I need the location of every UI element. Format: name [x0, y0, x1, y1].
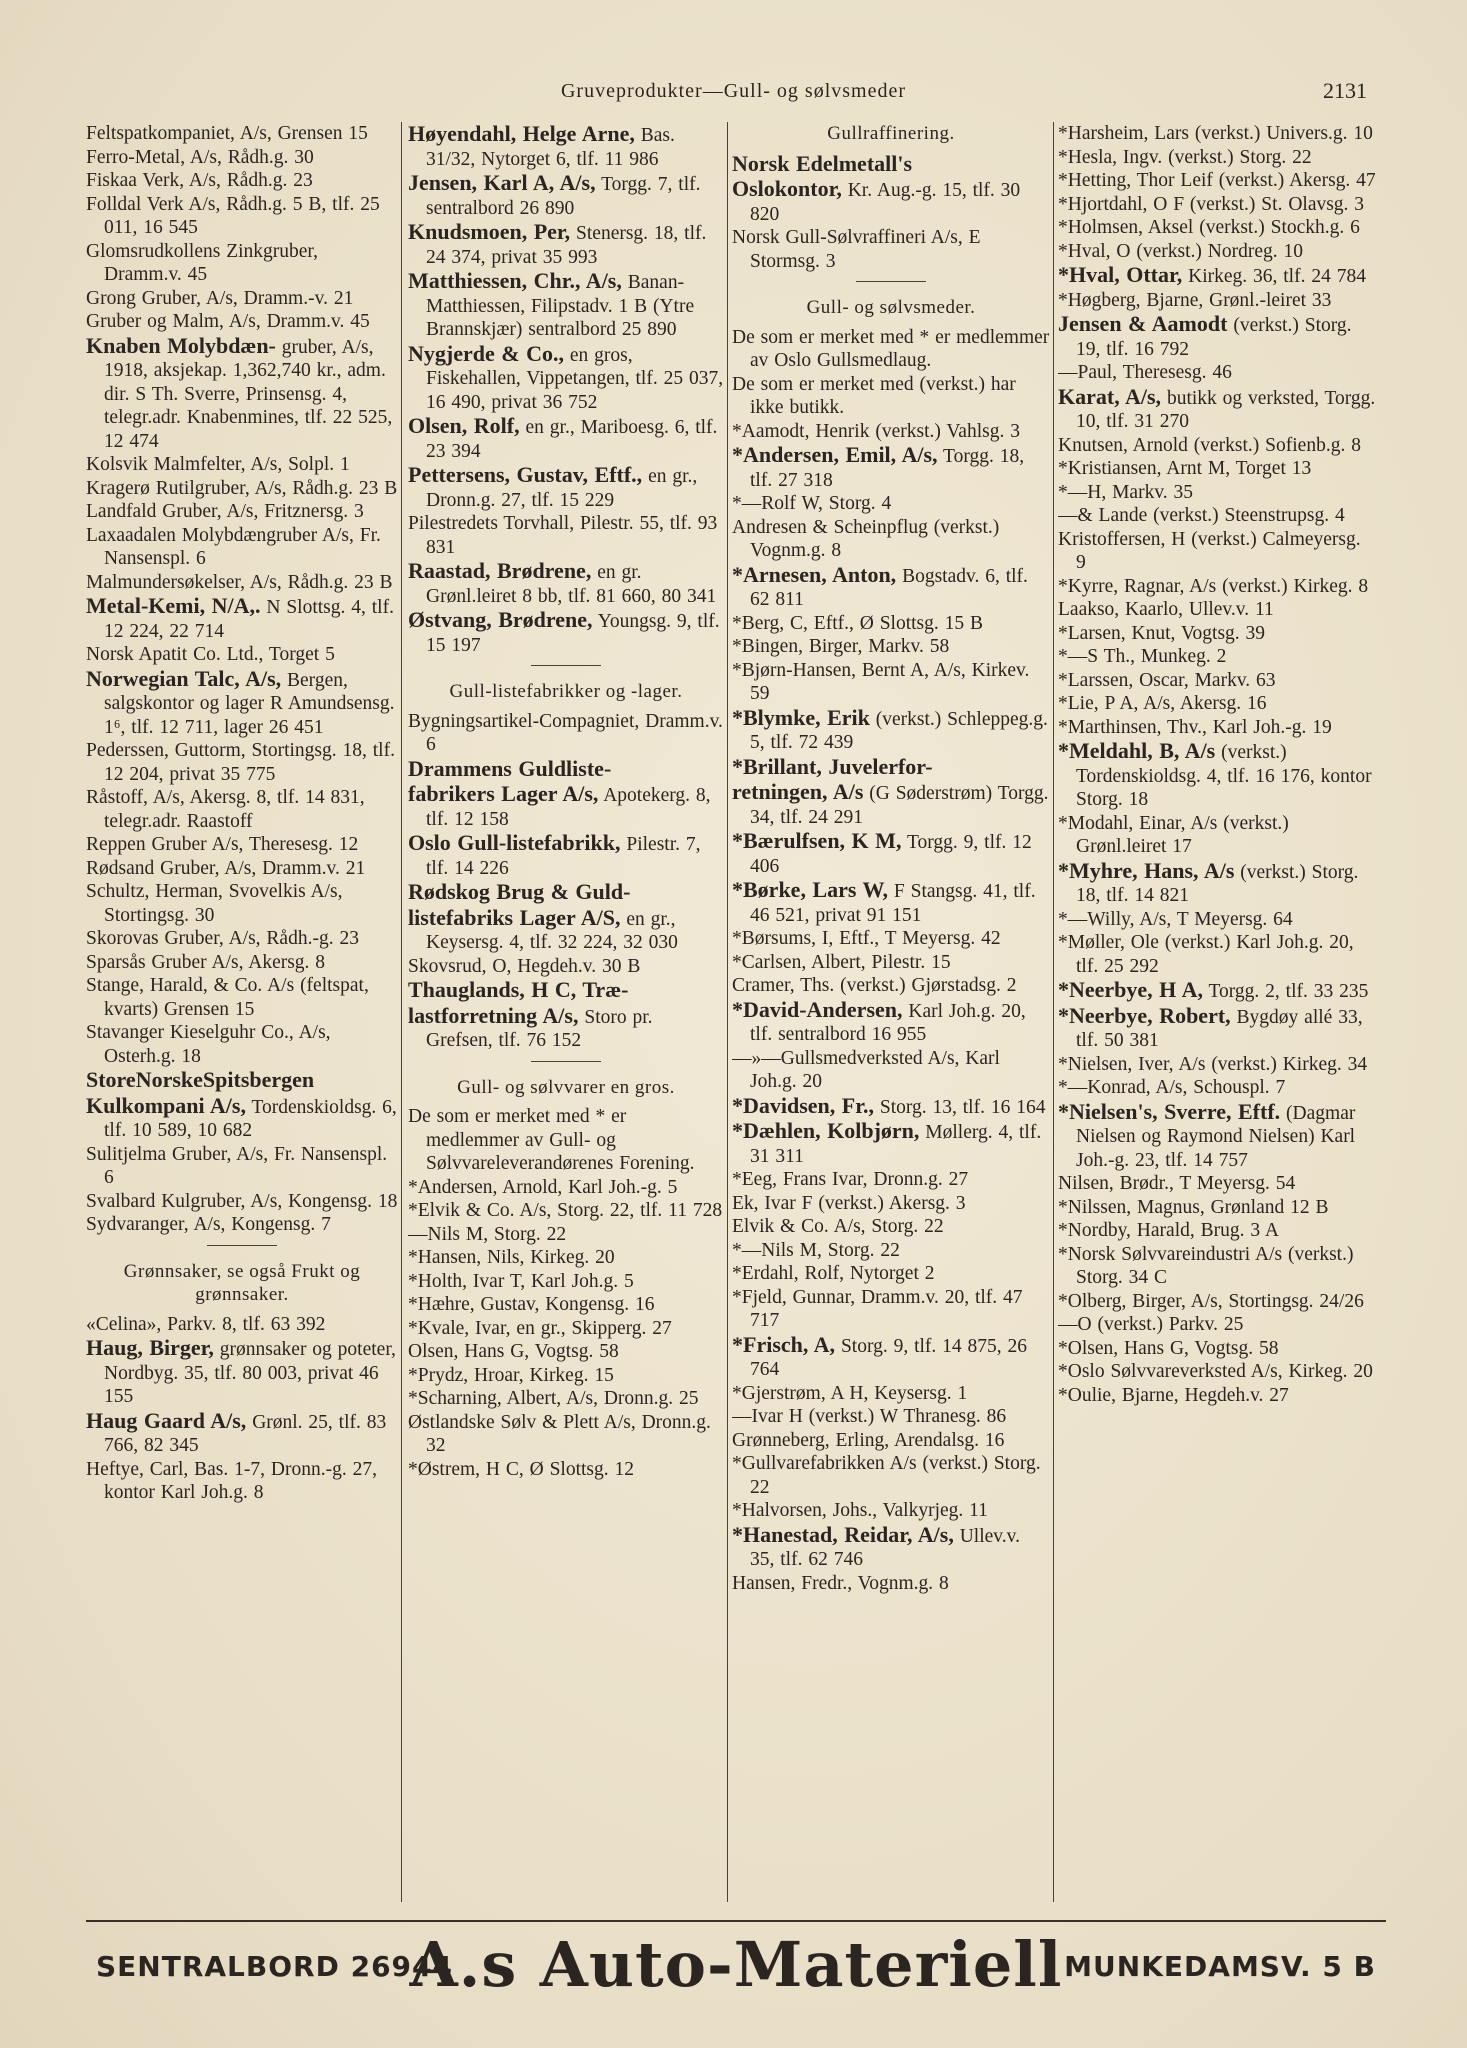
directory-entry [732, 443, 1050, 492]
directory-columns [86, 122, 1386, 1902]
entry-details: Pilestr. 7, tlf. 14 226 [426, 834, 701, 879]
entry-name: Raastad, Brødrene, [408, 558, 592, 583]
entry-name: Norwegian Talc, A/s, [86, 665, 282, 691]
entry-details: Møllerg. 4, tlf. 31 311 [750, 1122, 1042, 1167]
directory-entry [408, 608, 724, 657]
column-4 [1058, 122, 1376, 1902]
directory-entry: *Holmsen, Aksel (verkst.) Stockh.g. 6 [1058, 217, 1360, 238]
directory-entry: *Kvale, Ivar, en gr., Skipperg. 27 [408, 1317, 672, 1339]
directory-entry: *Nordby, Harald, Brug. 3 A [1058, 1220, 1279, 1241]
entry-name: *Hval, Ottar, [1058, 262, 1183, 287]
directory-entry: *Carlsen, Albert, Pilestr. 15 [732, 951, 951, 973]
directory-entry: Cramer, Ths. (verkst.) Gjørstadsg. 2 [732, 975, 1017, 996]
ad-phone: SENTRALBORD 26944 [96, 1950, 454, 1983]
directory-entry: Olsen, Hans G, Vogtsg. 58 [408, 1341, 619, 1362]
entry-name: StoreNorskeSpitsbergen [86, 1067, 315, 1092]
directory-entry: *Norsk Sølvvareindustri A/s (verkst.) Storg. 34 C [1058, 1243, 1354, 1288]
column-divider [1053, 122, 1054, 1902]
entry-name: Karat, A/s, [1058, 383, 1162, 409]
ad-company-name: A.s Auto-Materiell [409, 1928, 1063, 2001]
entry-name: Haug, Birger, [86, 1335, 214, 1360]
directory-entry: Stange, Harald, & Co. A/s (feltspat, kvarts) Grensen 15 [86, 975, 369, 1020]
directory-entry [1058, 1100, 1376, 1173]
directory-entry: Råstoff, A/s, Akersg. 8, tlf. 14 831, telegr.adr. Raastoff [86, 787, 365, 832]
directory-entry: *—Konrad, A/s, Schouspl. 7 [1058, 1077, 1286, 1098]
directory-entry: *—H, Markv. 35 [1058, 481, 1194, 503]
entry-details: Bygdøy allé 33, tlf. 50 381 [1076, 1006, 1363, 1051]
entry-details: Stenersg. 18, tlf. 24 374, privat 35 993 [426, 223, 707, 268]
entry-details: (verkst.) Storg. 19, tlf. 16 792 [1076, 315, 1352, 360]
entry-details: Kr. Aug.-g. 15, tlf. 30 820 [750, 180, 1021, 225]
directory-entry [408, 414, 724, 463]
section-heading: Gull- og sølvvarer en gros. [457, 1076, 675, 1098]
directory-entry: Gruber og Malm, A/s, Dramm.v. 45 [86, 311, 370, 332]
section-separator [531, 1061, 601, 1062]
entry-name: Oslo Gull-listefabrikk, [408, 830, 621, 855]
entry-name: *Neerbye, Robert, [1058, 1002, 1231, 1028]
entry-details: (verkst.) Tordenskioldsg. 4, tlf. 16 176, kontor Storg. 18 [1076, 742, 1372, 810]
entry-name: *David-Andersen, [732, 996, 903, 1022]
directory-entry: *Halvorsen, Johs., Valkyrjeg. 11 [732, 1500, 988, 1521]
directory-entry [408, 1004, 724, 1053]
directory-entry: *Scharning, Albert, A/s, Dronn.g. 25 [408, 1388, 699, 1409]
section-separator [531, 665, 601, 666]
entry-details: Storg. 9, tlf. 14 875, 26 764 [750, 1335, 1028, 1380]
directory-entry: —Ivar H (verkst.) W Thranesg. 86 [732, 1406, 1007, 1427]
entry-details: grønnsaker og poteter, Nordbyg. 35, tlf. 80 003, privat 46 155 [104, 1339, 396, 1407]
directory-entry [732, 1333, 1050, 1382]
entry-details: Torgg. 9, tlf. 12 406 [750, 832, 1032, 877]
directory-entry [1058, 978, 1376, 1004]
directory-entry: *Kristiansen, Arnt M, Torget 13 [1058, 458, 1312, 479]
entry-name: *Davidsen, Fr., [732, 1092, 874, 1118]
directory-entry [408, 757, 724, 783]
entry-name: Olsen, Rolf, [408, 413, 520, 438]
directory-entry: Nilsen, Brødr., T Meyersg. 54 [1058, 1173, 1296, 1194]
directory-entry [1058, 263, 1376, 289]
directory-entry: *Gullvarefabrikken A/s (verkst.) Storg. 22 [732, 1453, 1041, 1498]
directory-entry: Norsk Apatit Co. Ltd., Torget 5 [86, 644, 335, 665]
directory-entry [408, 782, 724, 831]
entry-name: *Myhre, Hans, A/s [1058, 857, 1235, 883]
directory-entry [408, 220, 724, 269]
entry-details: en gr. Grønl.leiret 8 bb, tlf. 81 660, 80 341 [426, 562, 717, 607]
entry-name: Kulkompani A/s, [86, 1092, 246, 1118]
directory-entry [732, 1119, 1050, 1168]
entry-details: gruber, A/s, 1918, aksjekap. 1,362,740 kr., adm. dir. S Th. Sverre, Prinsensg. 4, telegr.adr. Knabenmines, tlf. 22 525, 12 474 [104, 336, 393, 452]
directory-entry: Schultz, Herman, Svovelkis A/s, Stortingsg. 30 [86, 881, 343, 926]
directory-entry [408, 559, 724, 608]
entry-details: Torgg. 2, tlf. 33 235 [1202, 981, 1369, 1002]
directory-entry: *Hæhre, Gustav, Kongensg. 16 [408, 1294, 655, 1315]
directory-entry [1058, 1004, 1376, 1053]
entry-name: *Andersen, Emil, A/s, [732, 442, 938, 467]
directory-entry: *Oulie, Bjarne, Hegdeh.v. 27 [1058, 1384, 1289, 1406]
entry-details: Grønl. 25, tlf. 83 766, 82 345 [104, 1411, 387, 1456]
entry-details: Torgg. 7, tlf. sentralbord 26 890 [426, 174, 701, 219]
directory-entry: Kragerø Rutilgruber, A/s, Rådh.g. 23 B [86, 477, 398, 499]
directory-entry: *Nilssen, Magnus, Grønland 12 B [1058, 1196, 1329, 1218]
directory-entry: Elvik & Co. A/s, Storg. 22 [732, 1216, 944, 1237]
directory-entry: —Paul, Theresesg. 46 [1058, 362, 1232, 383]
directory-entry: Skorovas Gruber, A/s, Rådh.-g. 23 [86, 928, 359, 949]
column-1 [86, 122, 398, 1902]
directory-entry [86, 1336, 398, 1409]
entry-name: Jensen, Karl A, A/s, [408, 170, 596, 195]
entry-details: Bergen, salgskontor og lager R Amundsensg. 1⁶, tlf. 12 711, lager 26 451 [104, 669, 395, 738]
entry-name: Pettersens, Gustav, Eftf., [408, 462, 643, 487]
entry-name: *Frisch, A, [732, 1331, 836, 1357]
directory-entry: *Prydz, Hroar, Kirkeg. 15 [408, 1364, 614, 1386]
directory-entry: Knutsen, Arnold (verkst.) Sofienb.g. 8 [1058, 434, 1361, 456]
directory-entry: «Celina», Parkv. 8, tlf. 63 392 [86, 1313, 326, 1335]
column-3 [732, 122, 1050, 1902]
entry-details: en gr., Dronn.g. 27, tlf. 15 229 [426, 466, 698, 511]
entry-details: butikk og verksted, Torgg. 10, tlf. 31 270 [1076, 387, 1376, 432]
entry-name: Nygjerde & Co., [408, 340, 564, 366]
entry-name: Knaben Molybdæn- [86, 332, 276, 358]
directory-entry [86, 1094, 398, 1143]
directory-entry: *Berg, C, Eftf., Ø Slottsg. 15 B [732, 612, 984, 634]
entry-name: retningen, A/s [732, 779, 864, 804]
directory-entry: Rødsand Gruber, A/s, Dramm.v. 21 [86, 857, 366, 879]
directory-entry [86, 334, 398, 454]
ad-address: MUNKEDAMSV. 5 B [1064, 1950, 1376, 1983]
entry-name: *Hanestad, Reidar, A/s, [732, 1521, 954, 1547]
directory-entry: Grong Gruber, A/s, Dramm.-v. 21 [86, 287, 354, 309]
directory-entry: *Hjortdahl, O F (verkst.) St. Olavsg. 3 [1058, 193, 1365, 215]
entry-details: Kirkeg. 36, tlf. 24 784 [1182, 266, 1366, 287]
directory-entry [408, 463, 724, 512]
directory-entry: Stavanger Kieselguhr Co., A/s, Osterh.g. 18 [86, 1022, 331, 1067]
entry-name: Jensen & Aamodt [1058, 311, 1228, 336]
directory-entry [732, 706, 1050, 755]
directory-entry: Svalbard Kulgruber, A/s, Kongensg. 18 [86, 1190, 398, 1212]
section-heading: Gull- og sølvsmeder. [806, 297, 976, 318]
directory-entry: *Gjerstrøm, A H, Keysersg. 1 [732, 1382, 968, 1404]
directory-entry [408, 831, 724, 880]
directory-entry: *Aamodt, Henrik (verkst.) Vahlsg. 3 [732, 420, 1020, 442]
directory-entry [1058, 739, 1376, 812]
directory-entry: *Hansen, Nils, Kirkeg. 20 [408, 1247, 615, 1268]
directory-entry: Fiskaa Verk, A/s, Rådh.g. 23 [86, 170, 313, 191]
entry-details: F Stangsg. 41, tlf. 46 521, privat 91 151 [750, 881, 1036, 926]
directory-entry: Reppen Gruber A/s, Theresesg. 12 [86, 834, 359, 855]
entry-details: Storg. 13, tlf. 16 164 [873, 1096, 1046, 1118]
directory-entry: —»—Gullsmedverksted A/s, Karl Joh.g. 20 [732, 1047, 1000, 1092]
page-title: Gruveprodukter—Gull- og sølvsmeder [560, 80, 907, 102]
column-divider [727, 122, 728, 1902]
entry-name: *Nielsen's, Sverre, Eftf. [1058, 1098, 1281, 1124]
directory-entry: —Nils M, Storg. 22 [408, 1223, 567, 1245]
directory-entry: Glomsrudkollens Zinkgruber, Dramm.v. 45 [86, 240, 319, 285]
directory-entry: Sulitjelma Gruber, A/s, Fr. Nansenspl. 6 [86, 1143, 388, 1188]
directory-entry [732, 780, 1050, 829]
entry-name: *Arnesen, Anton, [732, 561, 897, 587]
directory-entry: *Fjeld, Gunnar, Dramm.v. 20, tlf. 47 717 [732, 1286, 1023, 1331]
directory-entry: De som er merket med (verkst.) har ikke butikk. [732, 373, 1016, 418]
directory-entry: *—Rolf W, Storg. 4 [732, 493, 892, 514]
directory-entry: Ferro-Metal, A/s, Rådh.g. 30 [86, 146, 314, 168]
entry-details: Bas. 31/32, Nytorget 6, tlf. 11 986 [426, 125, 675, 170]
directory-entry [408, 906, 724, 955]
entry-name: Knudsmoen, Per, [408, 219, 571, 244]
directory-entry [86, 1068, 398, 1094]
entry-name: *Brillant, Juvelerfor- [732, 753, 933, 779]
entry-name: *Blymke, Erik [732, 704, 870, 730]
directory-entry: *Eeg, Frans Ivar, Dronn.g. 27 [732, 1169, 969, 1190]
directory-entry [408, 171, 724, 220]
entry-name: *Dæhlen, Kolbjørn, [732, 1118, 920, 1143]
directory-entry: Malmundersøkelser, A/s, Rådh.g. 23 B [86, 571, 393, 593]
directory-entry [86, 594, 398, 643]
directory-entry: Kolsvik Malmfelter, A/s, Solpl. 1 [86, 454, 350, 475]
directory-entry: *Børsums, I, Eftf., T Meyersg. 42 [732, 928, 1001, 949]
entry-details: Youngsg. 9, tlf. 15 197 [426, 611, 720, 656]
directory-entry: —O (verkst.) Parkv. 25 [1058, 1314, 1244, 1335]
directory-entry: Feltspatkompaniet, A/s, Grensen 15 [86, 123, 368, 144]
directory-entry: Østlandske Sølv & Plett A/s, Dronn.g. 32 [408, 1411, 711, 1456]
directory-entry: Landfald Gruber, A/s, Fritznersg. 3 [86, 501, 364, 522]
entry-name: Norsk Edelmetall's [732, 150, 913, 176]
directory-entry: Grønneberg, Erling, Arendalsg. 16 [732, 1429, 1005, 1451]
entry-name: Høyendahl, Helge Arne, [408, 122, 635, 146]
directory-entry: *Hesla, Ingv. (verkst.) Storg. 22 [1058, 146, 1312, 168]
entry-details: Tordenskioldsg. 6, tlf. 10 589, 10 682 [104, 1096, 397, 1141]
directory-entry [732, 878, 1050, 927]
entry-name: *Meldahl, B, A/s [1058, 738, 1216, 763]
directory-entry: Hansen, Fredr., Vognm.g. 8 [732, 1572, 949, 1594]
entry-name: *Børke, Lars W, [732, 877, 889, 902]
section-heading: Grønnsaker, se også Frukt og grønnsaker. [123, 1260, 361, 1305]
entry-details: (Dagmar Nielsen og Raymond Nielsen) Karl Joh.-g. 23, tlf. 14 757 [1076, 1102, 1356, 1171]
directory-entry: —& Lande (verkst.) Steenstrupsg. 4 [1058, 505, 1345, 526]
directory-entry: Sydvaranger, A/s, Kongensg. 7 [86, 1214, 331, 1235]
directory-entry [1058, 312, 1376, 361]
directory-entry: Bygningsartikel-Compagniet, Dramm.v. 6 [408, 710, 723, 755]
directory-entry: *Hetting, Thor Leif (verkst.) Akersg. 47 [1058, 170, 1376, 191]
entry-details: Karl Joh.g. 20, tlf. sentralbord 16 955 [750, 1000, 1026, 1045]
directory-entry [732, 152, 1050, 178]
directory-entry: Sparsås Gruber A/s, Akersg. 8 [86, 951, 326, 973]
directory-entry: *Marthinsen, Thv., Karl Joh.-g. 19 [1058, 716, 1332, 738]
entry-details: Storo pr. Grefsen, tlf. 76 152 [426, 1006, 653, 1051]
directory-entry: Pederssen, Guttorm, Stortingsg. 18, tlf. 12 204, privat 35 775 [86, 740, 395, 785]
entry-name: listefabriks Lager A/S, [408, 904, 621, 930]
directory-entry: *Modahl, Einar, A/s (verkst.) Grønl.leiret 17 [1058, 812, 1289, 857]
entry-details: en gr., Mariboesg. 6, tlf. 23 394 [426, 417, 718, 462]
directory-entry: *Harsheim, Lars (verkst.) Univers.g. 10 [1058, 123, 1373, 144]
directory-entry: De som er merket med * er medlemmer av Oslo Gullsmedlaug. [732, 326, 1050, 371]
directory-entry: *Erdahl, Rolf, Nytorget 2 [732, 1263, 935, 1284]
directory-entry: *—S Th., Munkeg. 2 [1058, 646, 1227, 667]
directory-entry [1058, 859, 1376, 908]
entry-details: Ullev.v. 35, tlf. 62 746 [750, 1525, 1020, 1570]
column-2 [408, 122, 724, 1902]
directory-entry [732, 563, 1050, 612]
entry-details: en gros, Fiskehallen, Vippetangen, tlf. 25 037, 16 490, privat 36 752 [426, 344, 724, 413]
directory-entry: *—Willy, A/s, T Meyersg. 64 [1058, 908, 1293, 930]
entry-name: fabrikers Lager A/s, [408, 781, 599, 806]
directory-entry [408, 122, 724, 171]
section-heading: Gullraffinering. [827, 123, 955, 144]
entry-name: Rødskog Brug & Guld- [408, 879, 631, 904]
directory-entry [1058, 385, 1376, 434]
directory-entry: *Andersen, Arnold, Karl Joh.-g. 5 [408, 1176, 678, 1198]
directory-entry: *Møller, Ole (verkst.) Karl Joh.g. 20, tlf. 25 292 [1058, 932, 1354, 977]
directory-entry: *—Nils M, Storg. 22 [732, 1239, 900, 1261]
directory-entry: *Østrem, H C, Ø Slottsg. 12 [408, 1458, 635, 1480]
entry-details: (verkst.) Schleppeg.g. 5, tlf. 72 439 [750, 708, 1048, 753]
directory-entry [732, 1094, 1050, 1120]
advertisement-banner [86, 1920, 1386, 2001]
entry-name: Drammens Guldliste- [408, 755, 612, 781]
entry-name: Haug Gaard A/s, [86, 1407, 247, 1433]
directory-entry: *Bjørn-Hansen, Bernt A, A/s, Kirkev. 59 [732, 659, 1030, 704]
entry-name: Østvang, Brødrene, [408, 607, 593, 632]
directory-entry: *Holth, Ivar T, Karl Joh.g. 5 [408, 1270, 634, 1292]
directory-entry [408, 978, 724, 1004]
directory-entry [86, 1409, 398, 1458]
directory-entry [732, 755, 1050, 781]
page-number: 2131 [1323, 78, 1367, 103]
directory-entry: *Kyrre, Ragnar, A/s (verkst.) Kirkeg. 8 [1058, 575, 1369, 597]
directory-entry [86, 667, 398, 740]
directory-entry: Skovsrud, O, Hegdeh.v. 30 B [408, 955, 641, 977]
directory-entry: *Elvik & Co. A/s, Storg. 22, tlf. 11 728 [408, 1200, 723, 1221]
directory-entry: Heftye, Carl, Bas. 1-7, Dronn.-g. 27, kontor Karl Joh.g. 8 [86, 1458, 377, 1503]
directory-entry: *Oslo Sølvvareverksted A/s, Kirkeg. 20 [1058, 1361, 1373, 1382]
entry-name: lastforretning A/s, [408, 1002, 579, 1028]
directory-entry [732, 998, 1050, 1047]
entry-details: Bogstadv. 6, tlf. 62 811 [750, 565, 1028, 610]
directory-entry [732, 1523, 1050, 1572]
entry-name: Matthiessen, Chr., A/s, [408, 268, 622, 293]
directory-entry: *Hval, O (verkst.) Nordreg. 10 [1058, 240, 1303, 262]
directory-entry: Andresen & Scheinpflug (verkst.) Vognm.g. 8 [732, 516, 1000, 561]
column-divider [401, 122, 402, 1902]
entry-name: Oslokontor, [732, 176, 842, 201]
directory-entry: *Nielsen, Iver, A/s (verkst.) Kirkeg. 34 [1058, 1053, 1368, 1075]
directory-entry: Laxaadalen Molybdængruber A/s, Fr. Nansenspl. 6 [86, 524, 381, 569]
entry-details: Banan-Matthiessen, Filipstadv. 1 B (Ytre Brannskjær) sentralbord 25 890 [426, 272, 695, 340]
entry-details: Apotekerg. 8, tlf. 12 158 [426, 785, 711, 830]
directory-entry [408, 880, 724, 906]
entry-details: en gr., Keysersg. 4, tlf. 32 224, 32 030 [426, 908, 678, 953]
section-separator [856, 281, 926, 282]
directory-entry: *Lie, P A, A/s, Akersg. 16 [1058, 693, 1267, 714]
entry-details: Torgg. 18, tlf. 27 318 [750, 446, 1025, 491]
directory-entry [732, 177, 1050, 226]
entry-name: *Neerbye, H A, [1058, 977, 1203, 1002]
entry-details: N Slottsg. 4, tlf. 12 224, 22 714 [104, 597, 394, 642]
page-header [0, 78, 1467, 108]
directory-entry: Laakso, Kaarlo, Ullev.v. 11 [1058, 599, 1274, 620]
directory-entry: *Olsen, Hans G, Vogtsg. 58 [1058, 1337, 1279, 1359]
entry-details: (G Søderstrøm) Torgg. 34, tlf. 24 291 [750, 783, 1049, 828]
entry-details: (verkst.) Storg. 18, tlf. 14 821 [1076, 861, 1359, 906]
directory-entry: Pilestredets Torvhall, Pilestr. 55, tlf. 93 831 [408, 513, 718, 558]
directory-entry: Ek, Ivar F (verkst.) Akersg. 3 [732, 1192, 966, 1214]
directory-entry: Folldal Verk A/s, Rådh.g. 5 B, tlf. 25 011, 16 545 [86, 193, 380, 238]
directory-entry [732, 829, 1050, 878]
directory-entry: *Larsen, Knut, Vogtsg. 39 [1058, 622, 1266, 644]
directory-entry: Norsk Gull-Sølvraffineri A/s, E Stormsg. 3 [732, 227, 981, 272]
directory-entry: *Bingen, Birger, Markv. 58 [732, 636, 950, 657]
directory-entry: *Olberg, Birger, A/s, Stortingsg. 24/26 [1058, 1290, 1364, 1312]
section-heading: Gull-listefabrikker og -lager. [449, 681, 683, 702]
directory-entry: De som er merket med * er medlemmer av Gull- og Sølvvareleverandørenes Forening. [408, 1106, 695, 1174]
entry-name: *Bærulfsen, K M, [732, 828, 902, 853]
section-separator [207, 1245, 277, 1246]
entry-name: Thauglands, H C, Træ- [408, 977, 629, 1002]
directory-entry [408, 269, 724, 342]
directory-entry: *Høgberg, Bjarne, Grønl.-leiret 33 [1058, 289, 1332, 311]
directory-entry [408, 342, 724, 415]
directory-entry: Kristoffersen, H (verkst.) Calmeyersg. 9 [1058, 528, 1361, 573]
directory-entry: *Larssen, Oscar, Markv. 63 [1058, 669, 1276, 691]
entry-name: Metal-Kemi, N/A,. [86, 593, 261, 618]
